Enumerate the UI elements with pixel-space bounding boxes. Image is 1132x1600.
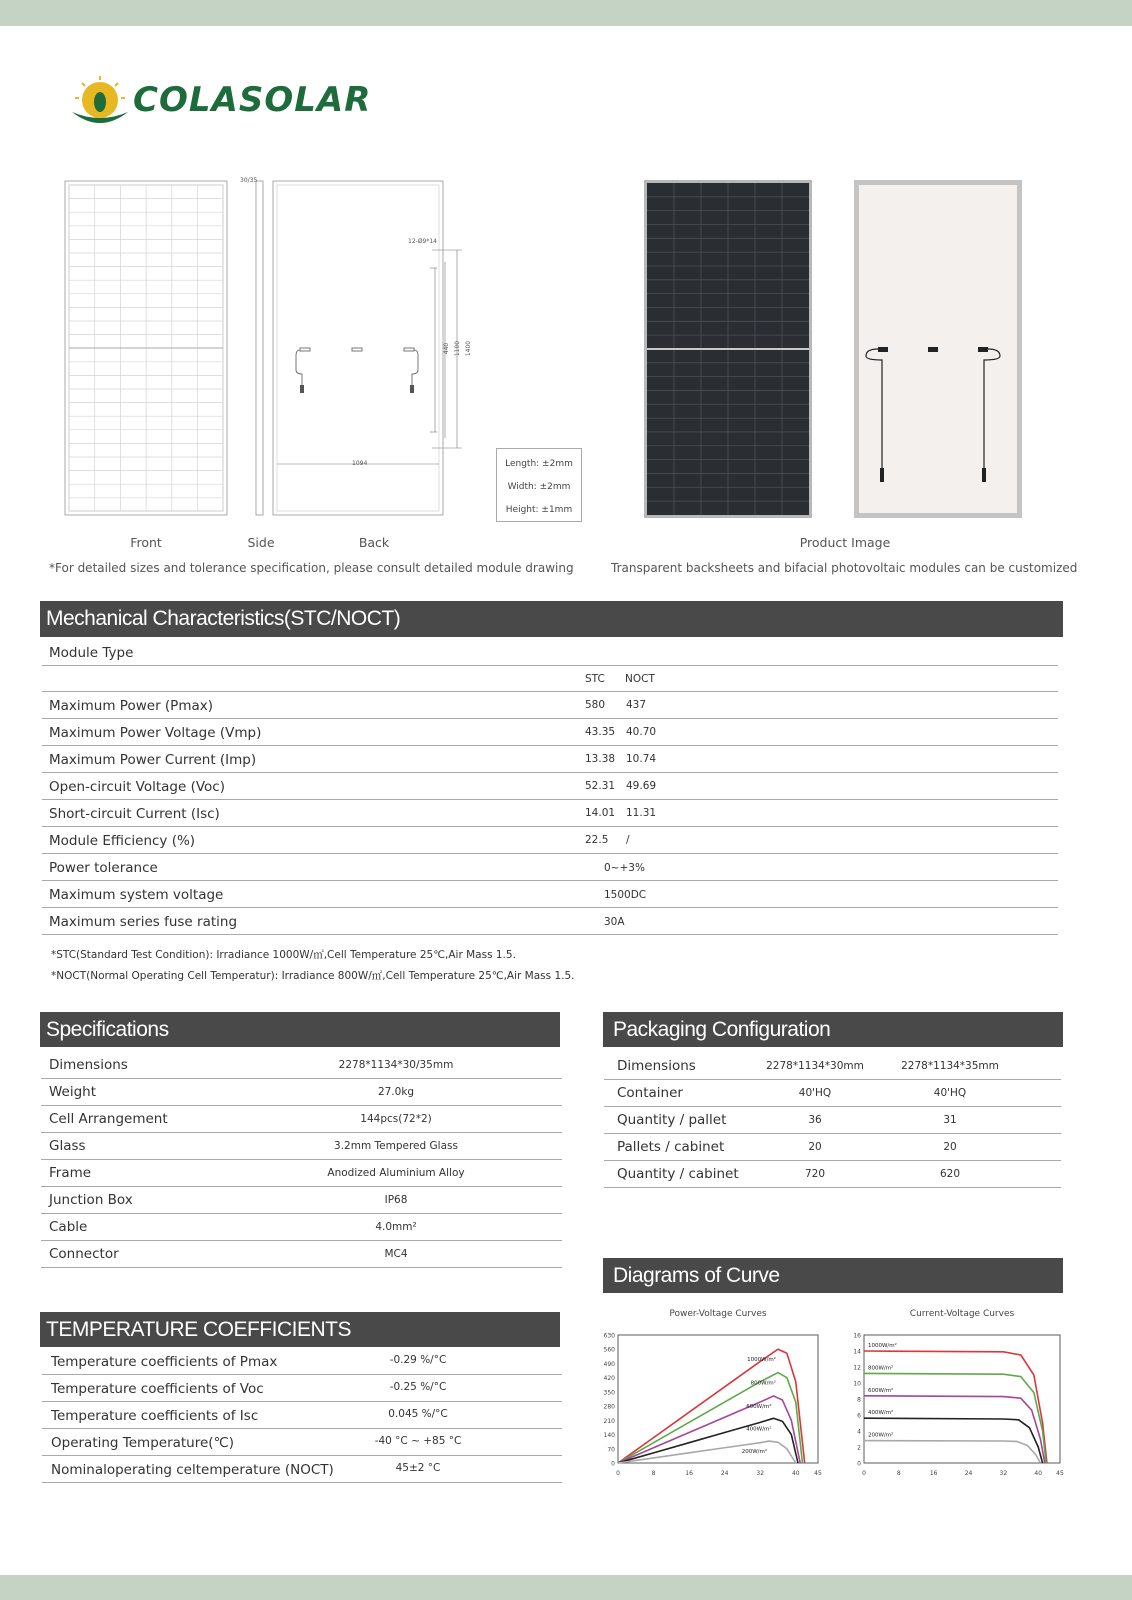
spec-value: 4.0mm² <box>375 1221 417 1233</box>
spec-value: 3.2mm Tempered Glass <box>334 1140 458 1152</box>
spec-label: Cable <box>49 1219 88 1235</box>
packaging-value-30mm: 36 <box>808 1114 822 1126</box>
y-tick-label: 0 <box>857 1460 861 1468</box>
plot-area <box>864 1335 1060 1463</box>
y-tick-label: 350 <box>603 1389 615 1397</box>
spec-row <box>41 1106 562 1133</box>
stc-noct-header-row <box>42 666 1058 692</box>
packaging-value-30mm: 40'HQ <box>798 1087 832 1099</box>
x-tick-label: 16 <box>929 1470 938 1477</box>
noct-value: / <box>626 834 630 846</box>
series-label: 1000W/m² <box>868 1343 897 1349</box>
front-drawing <box>64 180 228 516</box>
mechanical-row <box>42 692 1058 719</box>
packaging-value-35mm: 31 <box>943 1114 957 1126</box>
spec-value: 27.0kg <box>377 1086 415 1098</box>
series-label: 600W/m² <box>868 1387 894 1394</box>
series-label: 400W/m² <box>868 1410 894 1417</box>
power-voltage-chart <box>600 1300 830 1494</box>
spec-row <box>41 1160 562 1187</box>
spec-label: Weight <box>49 1084 97 1100</box>
spec-label: Cell Arrangement <box>49 1111 168 1127</box>
y-tick-label: 420 <box>603 1375 615 1383</box>
noct-value: 10.74 <box>626 753 657 765</box>
mechanical-label: Maximum Power (Pmax) <box>49 698 214 714</box>
x-tick-label: 24 <box>964 1470 973 1477</box>
dimension-440: 440 <box>443 342 451 355</box>
x-tick-label: 8 <box>896 1470 901 1477</box>
temperature-row <box>42 1375 562 1402</box>
temperature-label: Temperature coefficients of Isc <box>51 1408 259 1424</box>
temperature-value: -0.29 %/°C <box>389 1354 447 1366</box>
packaging-value-30mm: 720 <box>804 1168 826 1180</box>
mechanical-row <box>42 773 1058 800</box>
width-dimension: 1094 <box>352 460 368 467</box>
chart-title: Power-Voltage Curves <box>669 1309 767 1319</box>
x-tick-label: 32 <box>756 1470 765 1477</box>
mechanical-label: Maximum system voltage <box>49 887 224 903</box>
temperature-value: -0.25 %/°C <box>389 1381 447 1393</box>
x-tick-label: 40 <box>1034 1470 1043 1477</box>
y-tick-label: 70 <box>607 1446 615 1454</box>
series-label: 400W/m² <box>746 1426 772 1433</box>
brand-logo <box>70 76 132 134</box>
series-label: 600W/m² <box>746 1403 772 1410</box>
y-tick-label: 210 <box>603 1417 615 1425</box>
back-drawing <box>272 180 472 516</box>
spec-row <box>41 1052 562 1079</box>
side-drawing <box>254 180 266 516</box>
module-type-label: Module Type <box>49 645 134 661</box>
spec-row <box>41 1214 562 1241</box>
spec-label: Junction Box <box>49 1192 133 1208</box>
mechanical-label: Maximum Power Current (Imp) <box>49 752 257 768</box>
noct-value: 437 <box>626 699 647 711</box>
spec-row <box>41 1241 562 1268</box>
mechanical-row <box>42 746 1058 773</box>
mechanical-row <box>42 854 1058 881</box>
temperature-label: Temperature coefficients of Voc <box>51 1381 264 1397</box>
mechanical-value: 30A <box>604 916 625 928</box>
side-dimension-label: 30/35 <box>240 177 258 184</box>
x-tick-label: 8 <box>651 1470 656 1477</box>
temperature-label: Nominaloperating celtemperature (NOCT) <box>51 1462 334 1478</box>
y-tick-label: 4 <box>857 1428 861 1436</box>
series-label: 1000W/m² <box>747 1357 776 1364</box>
mechanical-header: Mechanical Characteristics(STC/NOCT) <box>40 601 1063 637</box>
chart-title: Current-Voltage Curves <box>909 1309 1015 1319</box>
y-tick-label: 280 <box>603 1403 615 1411</box>
tolerance-width: Width: ±2mm <box>507 482 571 492</box>
drawing-note: *For detailed sizes and tolerance specification, please consult detailed module drawing <box>49 561 574 575</box>
mechanical-label: Module Efficiency (%) <box>49 833 196 849</box>
y-tick-label: 140 <box>603 1432 615 1440</box>
temperature-row <box>42 1348 562 1375</box>
temperature-value: 45±2 °C <box>395 1462 441 1474</box>
specifications-header: Specifications <box>40 1012 560 1047</box>
packaging-label: Dimensions <box>617 1058 696 1074</box>
mechanical-label: Short-circuit Current (Isc) <box>49 806 220 822</box>
spec-row <box>41 1187 562 1214</box>
packaging-row <box>604 1134 1061 1161</box>
packaging-value-35mm: 40'HQ <box>933 1087 967 1099</box>
mechanical-label: Maximum series fuse rating <box>49 914 238 930</box>
caption-product-image: Product Image <box>799 535 891 550</box>
series-line <box>864 1441 1040 1463</box>
noct-value: 40.70 <box>626 726 657 738</box>
packaging-value-30mm: 20 <box>808 1141 822 1153</box>
tolerance-box <box>496 448 582 522</box>
y-tick-label: 2 <box>857 1444 861 1452</box>
stc-value: 52.31 <box>585 780 616 792</box>
current-voltage-chart <box>846 1300 1072 1494</box>
mechanical-label: Maximum Power Voltage (Vmp) <box>49 725 262 741</box>
series-label: 200W/m² <box>741 1449 768 1456</box>
packaging-row <box>604 1080 1061 1107</box>
mechanical-row <box>42 800 1058 827</box>
customization-note: Transparent backsheets and bifacial photovoltaic modules can be customized <box>611 561 1078 575</box>
y-tick-label: 10 <box>853 1380 861 1388</box>
packaging-label: Container <box>617 1085 683 1101</box>
y-tick-label: 0 <box>611 1460 615 1468</box>
mechanical-row <box>42 719 1058 746</box>
noct-value: 11.31 <box>626 807 657 819</box>
brand-name: COLASOLAR <box>133 80 372 120</box>
packaging-label: Quantity / pallet <box>617 1112 727 1128</box>
temperature-row <box>42 1402 562 1429</box>
temperature-label: Temperature coefficients of Pmax <box>51 1354 278 1370</box>
x-tick-label: 45 <box>814 1470 822 1477</box>
noct-note: *NOCT(Normal Operating Cell Temperatur): Irradiance 800W/㎡,Cell Temperature 25℃,Air Mass 1.5. <box>51 970 575 982</box>
mechanical-row <box>42 908 1058 935</box>
spec-value: 2278*1134*30/35mm <box>338 1059 454 1071</box>
y-tick-label: 14 <box>853 1348 861 1356</box>
x-tick-label: 16 <box>685 1470 693 1477</box>
temperature-row <box>42 1456 562 1483</box>
hole-label: 12-Ø9*14 <box>408 238 437 245</box>
stc-note: *STC(Standard Test Condition): Irradiance 1000W/㎡,Cell Temperature 25℃,Air Mass 1.5. <box>51 949 516 961</box>
mechanical-row <box>42 827 1058 854</box>
caption-front: Front <box>130 535 162 550</box>
y-tick-label: 560 <box>603 1346 615 1354</box>
noct-value: 49.69 <box>626 780 657 792</box>
stc-value: 14.01 <box>585 807 616 819</box>
spec-label: Connector <box>49 1246 119 1262</box>
temperature-value: -40 °C ~ +85 °C <box>374 1435 462 1447</box>
product-image-back <box>854 180 1022 518</box>
spec-value: Anodized Aluminium Alloy <box>327 1167 465 1179</box>
spec-value: MC4 <box>384 1248 408 1260</box>
temperature-value: 0.045 %/°C <box>388 1408 448 1420</box>
spec-value: 144pcs(72*2) <box>360 1113 432 1125</box>
spec-row <box>41 1133 562 1160</box>
packaging-header: Packaging Configuration <box>603 1012 1063 1047</box>
stc-value: 13.38 <box>585 753 616 765</box>
stc-value: 43.35 <box>585 726 616 738</box>
tolerance-height: Height: ±1mm <box>505 505 573 515</box>
series-line <box>618 1396 800 1463</box>
curves-header: Diagrams of Curve <box>603 1258 1063 1293</box>
mechanical-row <box>42 881 1058 908</box>
series-label: 800W/m² <box>750 1380 776 1387</box>
spec-value: IP68 <box>384 1194 408 1206</box>
bottom-band <box>0 1575 1132 1600</box>
caption-side: Side <box>247 535 275 550</box>
x-tick-label: 0 <box>616 1470 620 1477</box>
packaging-label: Quantity / cabinet <box>617 1166 739 1182</box>
spec-label: Frame <box>49 1165 92 1181</box>
top-band <box>0 0 1132 26</box>
y-tick-label: 16 <box>853 1332 861 1340</box>
packaging-value-30mm: 2278*1134*30mm <box>766 1060 864 1072</box>
x-tick-label: 40 <box>791 1470 800 1477</box>
current-voltage-svg <box>846 1300 1072 1490</box>
mechanical-label: Power tolerance <box>49 860 158 876</box>
series-line <box>618 1349 805 1463</box>
temperature-row <box>42 1429 562 1456</box>
stc-column-header: STC <box>585 673 605 685</box>
mechanical-value: 1500DC <box>604 889 647 901</box>
packaging-value-35mm: 20 <box>943 1141 957 1153</box>
packaging-row <box>604 1107 1061 1134</box>
dimension-1100: 1100 <box>454 340 462 357</box>
x-tick-label: 32 <box>999 1470 1008 1477</box>
sun-leaf-icon <box>70 76 132 130</box>
spec-label: Glass <box>49 1138 86 1154</box>
y-tick-label: 490 <box>603 1360 615 1368</box>
noct-column-header: NOCT <box>625 673 655 685</box>
y-tick-label: 8 <box>857 1396 861 1404</box>
product-image-front <box>644 180 812 518</box>
temperature-header: TEMPERATURE COEFFICIENTS <box>40 1312 560 1347</box>
packaging-row <box>604 1053 1061 1080</box>
y-tick-label: 6 <box>857 1412 861 1420</box>
packaging-row <box>604 1161 1061 1188</box>
caption-back: Back <box>358 535 390 550</box>
temperature-label: Operating Temperature(℃) <box>51 1435 234 1451</box>
series-line <box>864 1396 1045 1463</box>
stc-value: 580 <box>585 699 606 711</box>
y-tick-label: 12 <box>853 1364 861 1372</box>
spec-label: Dimensions <box>49 1057 128 1073</box>
x-tick-label: 0 <box>862 1470 866 1477</box>
series-label: 800W/m² <box>868 1365 894 1372</box>
packaging-value-35mm: 2278*1134*35mm <box>901 1060 999 1072</box>
x-tick-label: 45 <box>1056 1470 1064 1477</box>
dimension-1400: 1400 <box>465 340 473 357</box>
tolerance-length: Length: ±2mm <box>505 459 573 469</box>
power-voltage-svg <box>600 1300 830 1490</box>
packaging-label: Pallets / cabinet <box>617 1139 725 1155</box>
mechanical-label: Open-circuit Voltage (Voc) <box>49 779 226 795</box>
mechanical-value: 0~+3% <box>604 862 645 874</box>
module-type-row <box>42 639 1058 666</box>
stc-value: 22.5 <box>585 834 609 846</box>
series-label: 200W/m² <box>868 1432 894 1439</box>
x-tick-label: 24 <box>720 1470 729 1477</box>
spec-row <box>41 1079 562 1106</box>
packaging-value-35mm: 620 <box>939 1168 961 1180</box>
y-tick-label: 630 <box>603 1332 615 1340</box>
